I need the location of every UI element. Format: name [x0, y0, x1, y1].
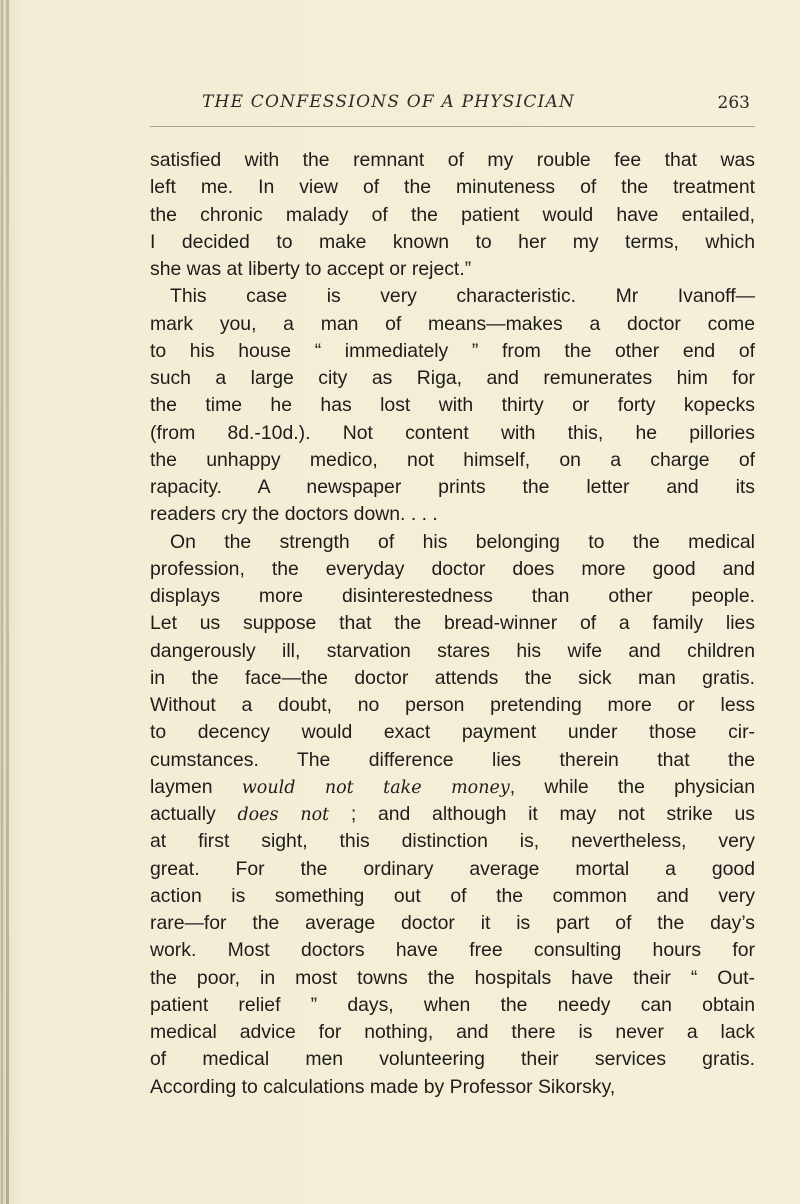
text-line: the unhappy medico, not himself, on a charge of [150, 448, 755, 471]
text-line: Let us suppose that the bread-winner of a family lies [150, 612, 755, 635]
page-gutter-shadow [1, 0, 3, 1204]
text-line: readers cry the doctors down. . . . [150, 503, 438, 526]
text-line: cumstances. The difference lies therein that the [150, 748, 755, 771]
body-text [150, 147, 755, 1101]
text-line: the time he has lost with thirty or forty kopecks [150, 394, 755, 417]
text-line-with-italic [150, 801, 755, 828]
line-text: , while the physician [509, 775, 755, 798]
text-line: of medical men volunteering their services gratis. [150, 1048, 755, 1071]
text-line: in the face—the doctor attends the sick man gratis. [150, 666, 755, 689]
italic-phrase: would not take money [241, 777, 510, 798]
running-title: THE CONFESSIONS OF A PHYSICIAN [202, 92, 576, 112]
page-header [150, 92, 750, 128]
italic-phrase: does not [237, 805, 330, 825]
text-line: According to calculations made by Professor Sikorsky, [150, 1075, 616, 1098]
line-text: actually [150, 803, 238, 825]
text-line: the chronic malady of the patient would have entailed, [150, 203, 755, 226]
text-line: rapacity. A newspaper prints the letter and its [150, 476, 755, 498]
paragraph-start: This case is very characteristic. Mr Ivanoff— [170, 285, 755, 308]
text-line: Without a doubt, no person pretending more or less [150, 694, 755, 716]
text-line: left me. In view of the minuteness of the treatment [150, 176, 755, 199]
text-line: rare—for the average doctor it is part of the day’s [150, 912, 755, 934]
page-gutter-edge [6, 0, 9, 1204]
text-line: mark you, a man of means—makes a doctor come [150, 312, 755, 335]
text-line: at first sight, this distinction is, nevertheless, very [150, 830, 755, 853]
text-line: to decency would exact payment under those cir- [150, 721, 755, 744]
text-line: dangerously ill, starvation stares his wife and children [150, 639, 755, 662]
text-line: to his house “ immediately ” from the other end of [150, 339, 755, 362]
text-line-with-italic [150, 774, 755, 801]
text-line: action is something out of the common and very [150, 884, 755, 907]
text-line: I decided to make known to her my terms, which [150, 230, 755, 253]
text-line: patient relief ” days, when the needy can obtain [150, 993, 755, 1016]
text-line: great. For the ordinary average mortal a good [150, 857, 755, 880]
text-line: she was at liberty to accept or reject.” [150, 258, 472, 280]
header-rule [150, 126, 755, 127]
text-line: medical advice for nothing, and there is never a lack [150, 1021, 755, 1043]
line-text: laymen [150, 775, 242, 798]
text-line: satisfied with the remnant of my rouble fee that was [150, 149, 755, 171]
text-line: work. Most doctors have free consulting hours for [150, 939, 755, 962]
line-text: ; and although it may not strike us [329, 803, 755, 825]
text-line: the poor, in most towns the hospitals have their “ Out- [150, 966, 755, 989]
paragraph-start: On the strength of his belonging to the medical [170, 530, 755, 553]
text-line: displays more disinterestedness than other people. [150, 585, 755, 607]
text-line: such a large city as Riga, and remunerates him for [150, 367, 755, 389]
page-number: 263 [717, 93, 750, 113]
text-line: profession, the everyday doctor does more good and [150, 557, 755, 580]
text-line: (from 8d.-10d.). Not content with this, he pillories [150, 421, 755, 444]
